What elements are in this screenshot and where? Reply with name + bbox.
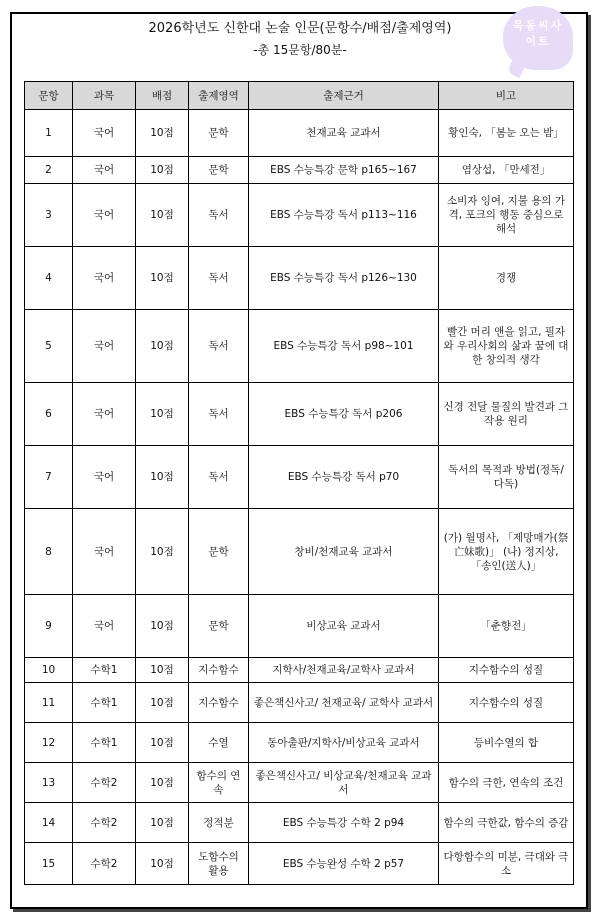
cell-source: 천재교육 교과서 [249, 110, 439, 157]
cell-note: 황인숙, 「봄눈 오는 밤」 [439, 110, 574, 157]
table-row [25, 110, 574, 157]
cell-subject: 국어 [73, 446, 136, 509]
cell-score: 10점 [136, 683, 189, 723]
cell-score: 10점 [136, 184, 189, 247]
table-row [25, 157, 574, 184]
cell-note: 함수의 극한값, 함수의 증감 [439, 803, 574, 843]
cell-source: EBS 수능특강 문학 p165~167 [249, 157, 439, 184]
cell-no: 13 [25, 763, 73, 803]
cell-score: 10점 [136, 843, 189, 885]
header-cell-area: 출제영역 [189, 82, 249, 110]
cell-source: EBS 수능완성 수학 2 p57 [249, 843, 439, 885]
cell-area: 지수함수 [189, 658, 249, 683]
cell-area: 독서 [189, 383, 249, 446]
cell-area: 독서 [189, 247, 249, 310]
cell-subject: 국어 [73, 247, 136, 310]
cell-no: 9 [25, 595, 73, 658]
cell-area: 독서 [189, 446, 249, 509]
cell-note: 경쟁 [439, 247, 574, 310]
cell-note: (가) 월명사, 「제망매가(祭亡妹歌)」 (나) 정지상, 「송인(送人)」 [439, 509, 574, 595]
table-row [25, 803, 574, 843]
cell-subject: 국어 [73, 509, 136, 595]
cell-source: EBS 수능특강 수학 2 p94 [249, 803, 439, 843]
cell-note: 다항함수의 미분, 극대와 극소 [439, 843, 574, 885]
cell-note: 함수의 극한, 연속의 조건 [439, 763, 574, 803]
cell-score: 10점 [136, 310, 189, 383]
cell-source: EBS 수능특강 독서 p126~130 [249, 247, 439, 310]
cell-source: EBS 수능특강 독서 p113~116 [249, 184, 439, 247]
table-row [25, 310, 574, 383]
cell-area: 독서 [189, 184, 249, 247]
cell-score: 10점 [136, 509, 189, 595]
cell-no: 1 [25, 110, 73, 157]
cell-subject: 국어 [73, 383, 136, 446]
cell-source: EBS 수능특강 독서 p70 [249, 446, 439, 509]
table-row [25, 595, 574, 658]
cell-score: 10점 [136, 763, 189, 803]
header-cell-note: 비고 [439, 82, 574, 110]
cell-area: 문학 [189, 595, 249, 658]
cell-subject: 국어 [73, 110, 136, 157]
table-row [25, 683, 574, 723]
table-row [25, 843, 574, 885]
cell-source: 동아출판/지학사/비상교육 교과서 [249, 723, 439, 763]
cell-no: 7 [25, 446, 73, 509]
cell-no: 14 [25, 803, 73, 843]
cell-score: 10점 [136, 446, 189, 509]
cell-area: 함수의 연속 [189, 763, 249, 803]
page-title: 2026학년도 신한대 논술 인문(문항수/배점/출제영역) [148, 21, 452, 36]
header-cell-no: 문항 [25, 82, 73, 110]
cell-area: 수열 [189, 723, 249, 763]
cell-subject: 국어 [73, 595, 136, 658]
table-row [25, 383, 574, 446]
cell-no: 12 [25, 723, 73, 763]
cell-subject: 수학2 [73, 803, 136, 843]
table-row [25, 763, 574, 803]
cell-subject: 국어 [73, 310, 136, 383]
cell-area: 문학 [189, 157, 249, 184]
table-row [25, 446, 574, 509]
cell-area: 문학 [189, 509, 249, 595]
cell-score: 10점 [136, 157, 189, 184]
cell-score: 10점 [136, 658, 189, 683]
cell-score: 10점 [136, 247, 189, 310]
cell-area: 문학 [189, 110, 249, 157]
cell-subject: 수학2 [73, 843, 136, 885]
cell-note: 소비자 잉여, 지불 용의 가격, 포크의 행동 중심으로 해석 [439, 184, 574, 247]
watermark-badge [503, 6, 573, 70]
header-cell-score: 배점 [136, 82, 189, 110]
cell-note: 지수함수의 성질 [439, 683, 574, 723]
cell-area: 독서 [189, 310, 249, 383]
cell-subject: 수학1 [73, 723, 136, 763]
header-cell-subject: 과목 [73, 82, 136, 110]
cell-note: 지수함수의 성질 [439, 658, 574, 683]
cell-score: 10점 [136, 110, 189, 157]
exam-schedule-table [24, 81, 574, 885]
cell-no: 11 [25, 683, 73, 723]
page-subtitle: -총 15문항/80분- [253, 43, 347, 57]
cell-score: 10점 [136, 383, 189, 446]
cell-subject: 수학1 [73, 658, 136, 683]
cell-source: 지학사/천재교육/교학사 교과서 [249, 658, 439, 683]
cell-no: 4 [25, 247, 73, 310]
badge-line-1: 목동씨사 [512, 19, 564, 32]
cell-source: 비상교육 교과서 [249, 595, 439, 658]
cell-subject: 수학2 [73, 763, 136, 803]
header-cell-source: 출제근거 [249, 82, 439, 110]
table-body [25, 110, 574, 885]
cell-source: EBS 수능특강 독서 p206 [249, 383, 439, 446]
cell-score: 10점 [136, 803, 189, 843]
cell-source: EBS 수능특강 독서 p98~101 [249, 310, 439, 383]
cell-source: 창비/천재교육 교과서 [249, 509, 439, 595]
table-row [25, 658, 574, 683]
cell-source: 좋은책신사고/ 비상교육/천재교육 교과서 [249, 763, 439, 803]
badge-line-2: 이트 [525, 35, 551, 48]
cell-no: 15 [25, 843, 73, 885]
cell-note: 염상섭, 「만세전」 [439, 157, 574, 184]
cell-note: 독서의 목적과 방법(정독/ 다독) [439, 446, 574, 509]
table-row [25, 247, 574, 310]
cell-source: 좋은책신사고/ 천재교육/ 교학사 교과서 [249, 683, 439, 723]
cell-note: 빨간 머리 앤을 읽고, 필자와 우리사회의 삶과 꿈에 대한 창의적 생각 [439, 310, 574, 383]
cell-note: 「춘향전」 [439, 595, 574, 658]
cell-subject: 국어 [73, 184, 136, 247]
cell-note: 신경 전달 물질의 발견과 그 작용 원리 [439, 383, 574, 446]
table-row [25, 723, 574, 763]
cell-no: 6 [25, 383, 73, 446]
cell-score: 10점 [136, 595, 189, 658]
cell-note: 등비수열의 합 [439, 723, 574, 763]
cell-area: 지수함수 [189, 683, 249, 723]
cell-no: 2 [25, 157, 73, 184]
cell-subject: 수학1 [73, 683, 136, 723]
cell-no: 8 [25, 509, 73, 595]
cell-score: 10점 [136, 723, 189, 763]
cell-no: 10 [25, 658, 73, 683]
cell-no: 5 [25, 310, 73, 383]
cell-no: 3 [25, 184, 73, 247]
table-row [25, 184, 574, 247]
cell-subject: 국어 [73, 157, 136, 184]
cell-area: 도함수의 활용 [189, 843, 249, 885]
table-row [25, 509, 574, 595]
cell-area: 정적분 [189, 803, 249, 843]
table-header-row [25, 82, 574, 110]
